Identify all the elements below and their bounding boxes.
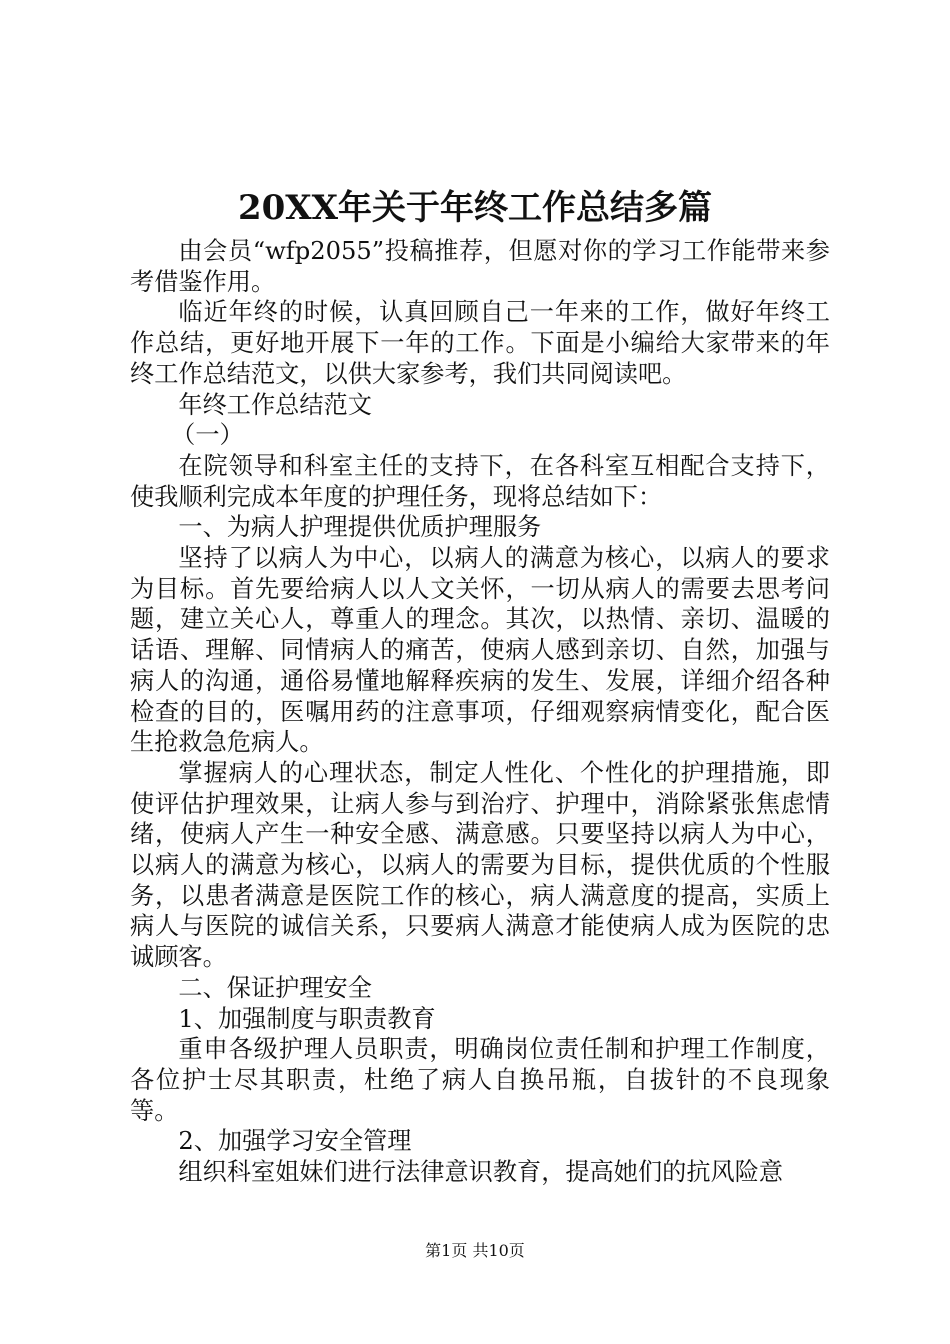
paragraph: 由会员“wfp2055”投稿推荐，但愿对你的学习工作能带来参考借鉴作用。: [130, 237, 830, 296]
section-heading: 一、为病人护理提供优质护理服务: [178, 513, 542, 542]
page-footer: 第1页 共10页: [425, 1241, 525, 1260]
paragraph: 重申各级护理人员职责，明确岗位责任制和护理工作制度，各位护士尽其职责，杜绝了病人自换吊瓶，自拔针的不良现象等。: [130, 1035, 830, 1125]
subsection-heading: 1、加强制度与职责教育: [178, 1004, 436, 1033]
paragraph: 组织科室姐妹们进行法律意识教育，提高她们的抗风险意: [178, 1158, 784, 1187]
subsection-heading: 2、加强学习安全管理: [178, 1127, 412, 1156]
paragraph: 坚持了以病人为中心，以病人的满意为核心，以病人的要求为目标。首先要给病人以人文关怀，一切从病人的需要去思考问题，建立关心人，尊重人的理念。其次，以热情、亲切、温暖的话语、理解、同情病人的痛苦，使病人感到亲切、自然，加强与病人的沟通，通俗易懂地解释疾病的发生、发展，详细介绍各种检查的目的，医嘱用药的注意事项，仔细观察病情变化，配合医生抢救急危病人。: [130, 544, 830, 757]
section-label: 年终工作总结范文: [178, 390, 372, 419]
paragraph: 掌握病人的心理状态，制定人性化、个性化的护理措施，即使评估护理效果，让病人参与到治疗、护理中，消除紧张焦虑情绪，使病人产生一种安全感、满意感。只要坚持以病人为中心，以病人的满意为核心，以病人的需要为目标，提供优质的个性服务，以患者满意是医院工作的核心，病人满意度的提高，实质上病人与医院的诚信关系，只要病人满意才能使病人成为医院的忠诚顾客。: [130, 758, 830, 972]
section-number: （一）: [171, 421, 244, 450]
document-body: [130, 236, 830, 1188]
paragraph: 临近年终的时候，认真回顾自己一年来的工作，做好年终工作总结，更好地开展下一年的工作。下面是小编给大家带来的年终工作总结范文，以供大家参考，我们共同阅读吧。: [130, 298, 830, 388]
document-title: 20XX年关于年终工作总结多篇: [237, 188, 713, 228]
paragraph: 在院领导和科室主任的支持下，在各科室互相配合支持下，使我顺利完成本年度的护理任务，现将总结如下：: [130, 451, 830, 511]
section-heading: 二、保证护理安全: [178, 973, 372, 1002]
